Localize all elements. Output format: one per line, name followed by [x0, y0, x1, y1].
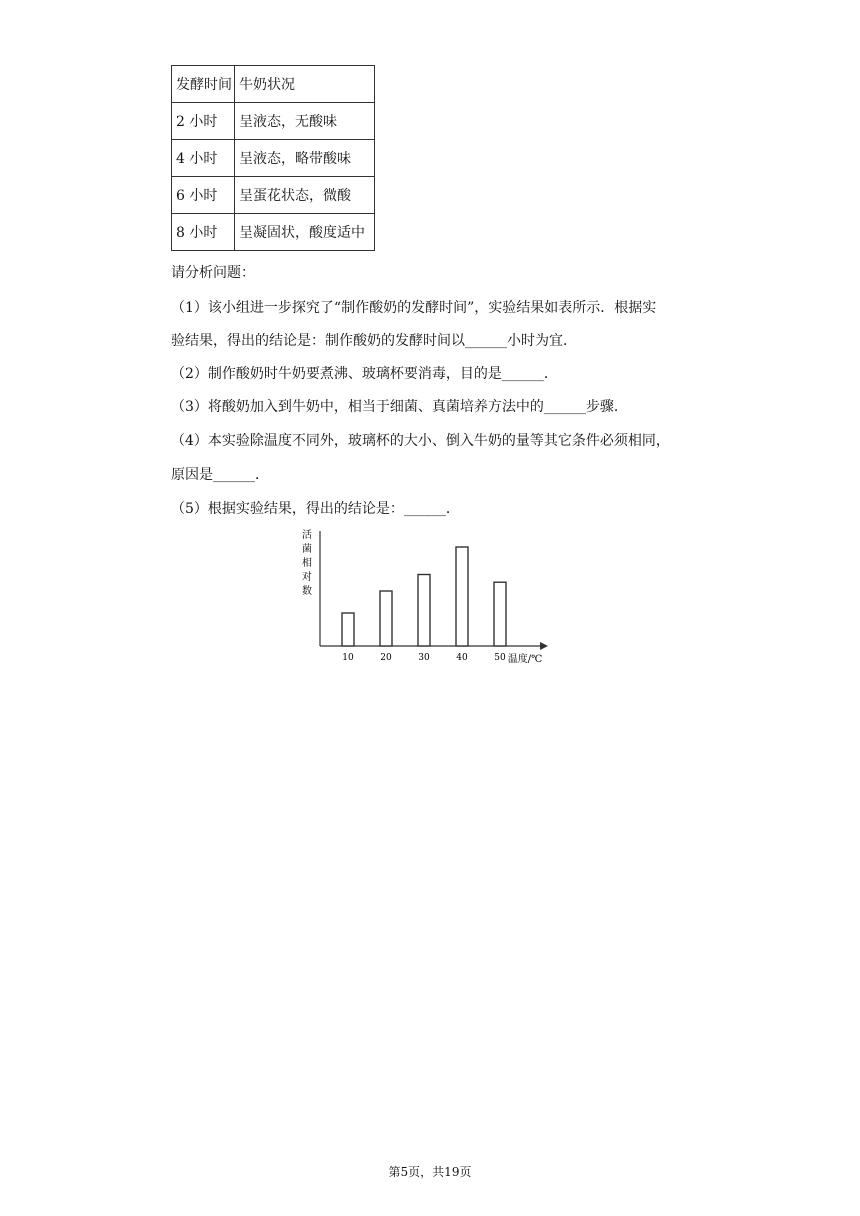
bars-group: [342, 547, 506, 646]
question-1-line-2: 验结果，得出的结论是：制作酸奶的发酵时间以______小时为宜．: [171, 333, 577, 349]
table-row: [172, 214, 375, 251]
bar-chart: [290, 526, 560, 671]
header-cell: 发酵时间: [172, 66, 235, 103]
x-ticks-group: [342, 653, 506, 663]
table-cell: 呈液态，无酸味: [235, 103, 375, 140]
x-axis-arrow-icon: [540, 642, 548, 650]
table-cell: 4 小时: [172, 140, 235, 177]
table-cell: 2 小时: [172, 103, 235, 140]
bar-30: [418, 575, 430, 647]
y-label-char: 对: [302, 572, 312, 583]
table-cell: 呈凝固状，酸度适中: [235, 214, 375, 251]
y-label-char: 数: [302, 586, 312, 597]
page-footer: 第5页，共19页: [388, 1165, 472, 1179]
x-tick-label: 30: [418, 653, 430, 663]
table-cell: 8 小时: [172, 214, 235, 251]
question-4-line-1: （4）本实验除温度不同外，玻璃杯的大小、倒入牛奶的量等其它条件必须相同，: [171, 433, 670, 449]
table-row: [172, 177, 375, 214]
bar-10: [342, 613, 354, 646]
fermentation-table: [171, 65, 375, 251]
question-4-line-2: 原因是______．: [171, 467, 269, 483]
y-axis-label: [302, 529, 312, 597]
x-tick-label: 20: [380, 653, 392, 663]
x-tick-label: 50: [494, 653, 506, 663]
bar-20: [380, 591, 392, 646]
table-header-row: [172, 66, 375, 103]
table-cell: 呈液态，略带酸味: [235, 140, 375, 177]
question-3: （3）将酸奶加入到牛奶中，相当于细菌、真菌培养方法中的______步骤．: [171, 399, 628, 415]
y-label-char: 相: [302, 558, 312, 569]
y-label-char: 菌: [302, 544, 312, 555]
table-cell: 呈蛋花状态，微酸: [235, 177, 375, 214]
table-row: [172, 140, 375, 177]
prompt-text: 请分析问题：: [171, 265, 255, 281]
bar-50: [494, 582, 506, 646]
x-axis-label: 温度/℃: [507, 654, 543, 665]
x-tick-label: 40: [456, 653, 468, 663]
header-cell: 牛奶状况: [235, 66, 375, 103]
x-tick-label: 10: [342, 653, 354, 663]
bar-40: [456, 547, 468, 646]
question-2: （2）制作酸奶时牛奶要煮沸、玻璃杯要消毒，目的是______．: [171, 366, 558, 382]
question-1-line-1: （1）该小组进一步探究了“制作酸奶的发酵时间”，实验结果如表所示．根据实: [171, 300, 657, 316]
table-cell: 6 小时: [172, 177, 235, 214]
y-label-char: 活: [302, 530, 312, 541]
table-row: [172, 103, 375, 140]
question-5: （5）根据实验结果，得出的结论是：______．: [171, 501, 460, 517]
